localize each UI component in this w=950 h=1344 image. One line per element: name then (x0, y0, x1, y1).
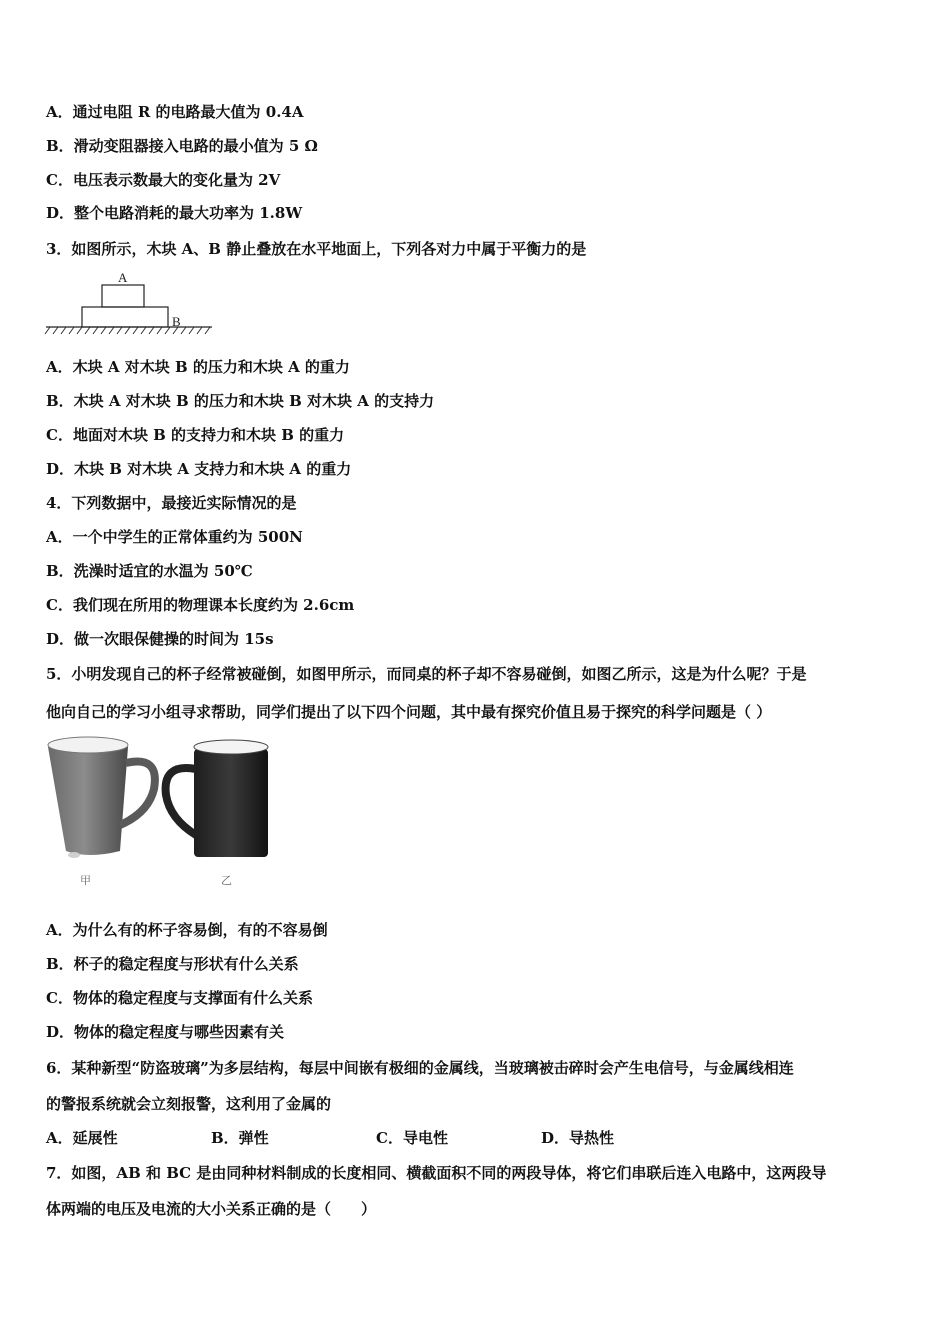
q4-option-d: D．做一次眼保健操的时间为 15s (46, 630, 274, 648)
q6-stem-line2: 的警报系统就会立刻报警，这利用了金属的 (46, 1095, 332, 1113)
q5-stem-line2: 他向自己的学习小组寻求帮助，同学们提出了以下四个问题，其中最有探究价值且易于探究的科学问题是（ ） (46, 703, 772, 721)
q4-stem: 4．下列数据中，最接近实际情况的是 (46, 494, 297, 512)
q5-option-a: A．为什么有的杯子容易倒，有的不容易倒 (46, 921, 328, 939)
label-b: B (172, 314, 181, 329)
cups-figure (44, 733, 274, 889)
q5-option-b: B．杯子的稳定程度与形状有什么关系 (46, 955, 299, 973)
q7-stem-line2: 体两端的电压及电流的大小关系正确的是（ ） (46, 1200, 377, 1218)
stacked-blocks-figure (44, 268, 216, 340)
q5-option-c: C．物体的稳定程度与支撑面有什么关系 (46, 989, 313, 1007)
q3-stem: 3．如图所示，木块 A、B 静止叠放在水平地面上，下列各对力中属于平衡力的是 (46, 240, 587, 258)
q3-option-d: D．木块 B 对木块 A 支持力和木块 A 的重力 (46, 460, 352, 478)
q4-option-b: B．洗澡时适宜的水温为 50℃ (46, 562, 253, 580)
cup-jia (48, 737, 155, 858)
block-a (102, 285, 144, 307)
q6-option-a: A．延展性 (46, 1129, 118, 1147)
ground-hatching (45, 327, 210, 334)
cup-yi (166, 740, 268, 857)
label-jia: 甲 (80, 874, 91, 887)
q7-stem-line1: 7．如图，AB 和 BC 是由同种材料制成的长度相同、横截面积不同的两段导体，将它们串联后连入电路中，这两段导 (46, 1164, 827, 1182)
label-yi: 乙 (221, 874, 232, 887)
q3-option-b: B．木块 A 对木块 B 的压力和木块 B 对木块 A 的支持力 (46, 392, 435, 410)
q2-option-a: A．通过电阻 R 的电路最大值为 0.4A (46, 103, 304, 121)
q4-option-a: A．一个中学生的正常体重约为 500N (46, 528, 303, 546)
q2-option-c: C．电压表示数最大的变化量为 2V (46, 171, 281, 189)
q6-stem-line1: 6．某种新型“防盗玻璃”为多层结构，每层中间嵌有极细的金属线，当玻璃被击碎时会产生电信号，与金属线相连 (46, 1059, 794, 1077)
q5-stem-line1: 5．小明发现自己的杯子经常被碰倒，如图甲所示，而同桌的杯子却不容易碰倒，如图乙所示，这是为什么呢？于是 (46, 665, 807, 683)
label-a: A (118, 270, 128, 285)
q6-option-c: C．导电性 (376, 1129, 448, 1147)
q4-option-c: C．我们现在所用的物理课本长度约为 2.6cm (46, 596, 355, 614)
q3-option-a: A．木块 A 对木块 B 的压力和木块 A 的重力 (46, 358, 350, 376)
q5-option-d: D．物体的稳定程度与哪些因素有关 (46, 1023, 285, 1041)
block-b (82, 307, 168, 327)
q3-option-c: C．地面对木块 B 的支持力和木块 B 的重力 (46, 426, 345, 444)
q2-option-b: B．滑动变阻器接入电路的最小值为 5 Ω (46, 137, 318, 155)
q2-option-d: D．整个电路消耗的最大功率为 1.8W (46, 204, 303, 222)
q6-option-b: B．弹性 (211, 1129, 269, 1147)
q6-option-d: D．导热性 (541, 1129, 615, 1147)
